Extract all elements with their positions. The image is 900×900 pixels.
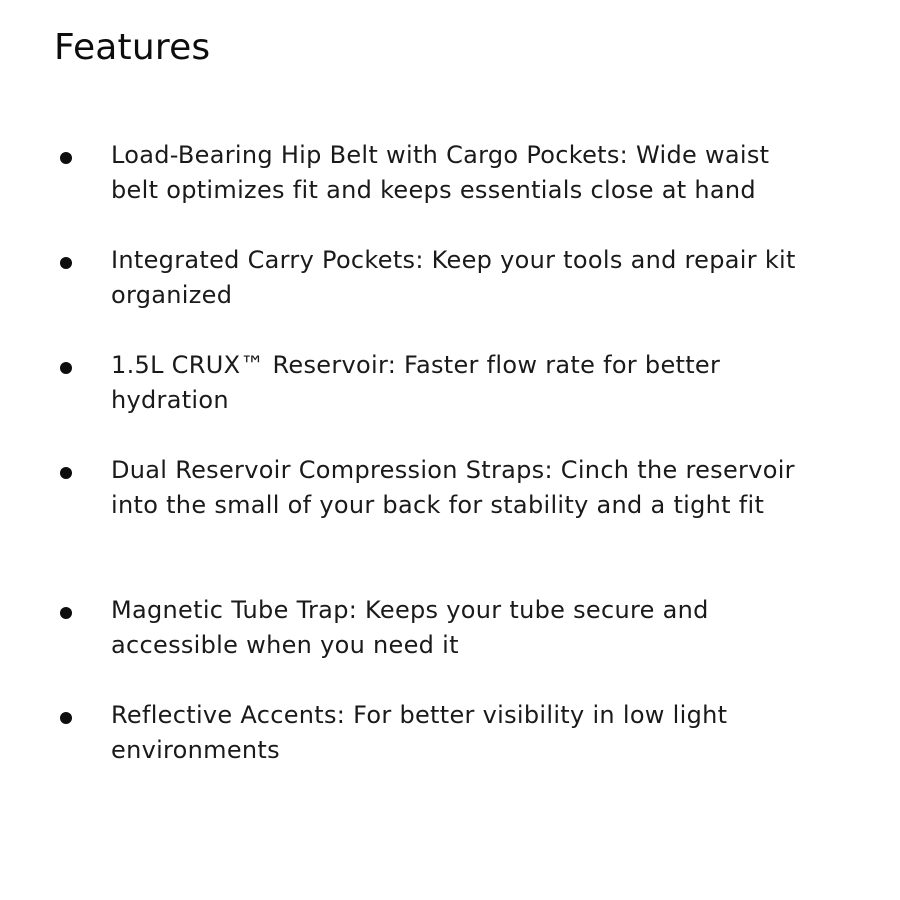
feature-text: 1.5L CRUX™ Reservoir: Faster flow rate for better hydration [111,351,721,414]
bullet-icon [60,362,72,374]
bullet-icon [60,712,72,724]
feature-text: Reflective Accents: For better visibility in low light environments [111,701,728,764]
section-title: Features [54,27,211,68]
feature-text: Magnetic Tube Trap: Keeps your tube secure and accessible when you need it [111,596,709,659]
bullet-icon [60,257,72,269]
feature-text: Dual Reservoir Compression Straps: Cinch the reservoir into the small of your back for stability and a tight fit [111,456,795,519]
feature-text: Integrated Carry Pockets: Keep your tools and repair kit organized [111,246,796,309]
bullet-icon [60,607,72,619]
bullet-icon [60,467,72,479]
bullet-icon [60,152,72,164]
feature-text: Load-Bearing Hip Belt with Cargo Pockets: Wide waist belt optimizes fit and keeps essentials close at hand [111,141,770,204]
